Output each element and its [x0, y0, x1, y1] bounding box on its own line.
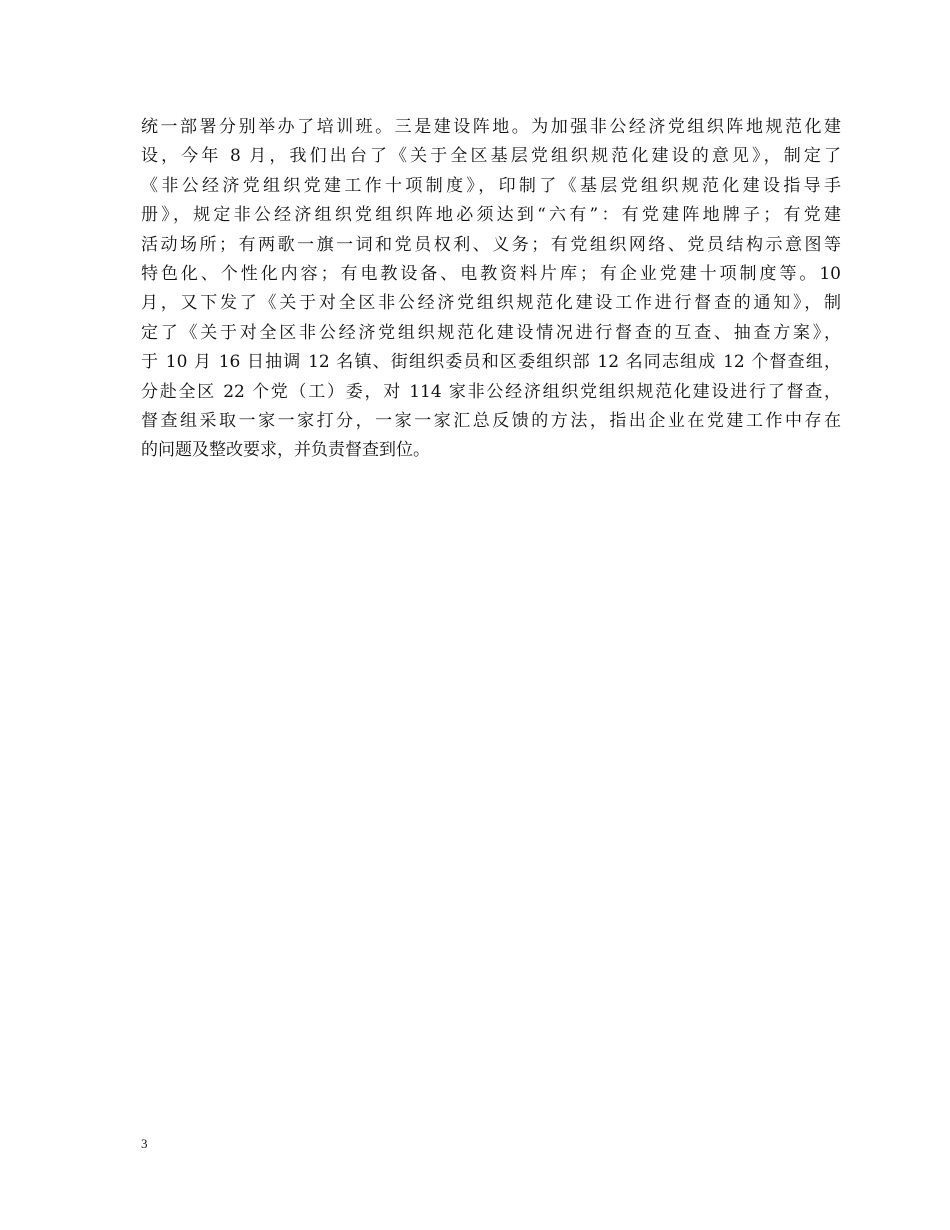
paragraph-line-5: 活动场所；有两歌一旗一词和党员权利、义务；有党组织网络、党员结构示意图等	[141, 234, 841, 255]
paragraph-line-9: 于 10 月 16 日抽调 12 名镇、街组织委员和区委组织部 12 名同志组成 12 个督查组，	[141, 352, 841, 373]
paragraph-line-12: 的问题及整改要求，并负责督查到位。	[141, 440, 430, 461]
paragraph-line-10: 分赴全区 22 个党（工）委，对 114 家非公经济组织党组织规范化建设进行了督查，	[141, 381, 841, 402]
paragraph-line-2: 设，今年 8 月，我们出台了《关于全区基层党组织规范化建设的意见》，制定了	[141, 146, 841, 167]
paragraph-line-6: 特色化、个性化内容；有电教设备、电教资料片库；有企业党建十项制度等。10	[141, 263, 841, 284]
paragraph-line-1: 统一部署分别举办了培训班。三是建设阵地。为加强非公经济党组织阵地规范化建	[141, 117, 841, 137]
paragraph-line-3: 《非公经济党组织党建工作十项制度》，印制了《基层党组织规范化建设指导手	[141, 175, 841, 196]
body-paragraph	[141, 113, 841, 466]
paragraph-line-11: 督查组采取一家一家打分，一家一家汇总反馈的方法，指出企业在党建工作中存在	[141, 410, 841, 431]
page-number: 3	[141, 1136, 148, 1151]
paragraph-line-4: 册》，规定非公经济组织党组织阵地必须达到“六有”：有党建阵地牌子；有党建	[141, 205, 841, 226]
paragraph-line-7: 月，又下发了《关于对全区非公经济党组织规范化建设工作进行督查的通知》，制	[141, 293, 841, 314]
paragraph-line-8: 定了《关于对全区非公经济党组织规范化建设情况进行督查的互查、抽查方案》，	[141, 322, 841, 343]
